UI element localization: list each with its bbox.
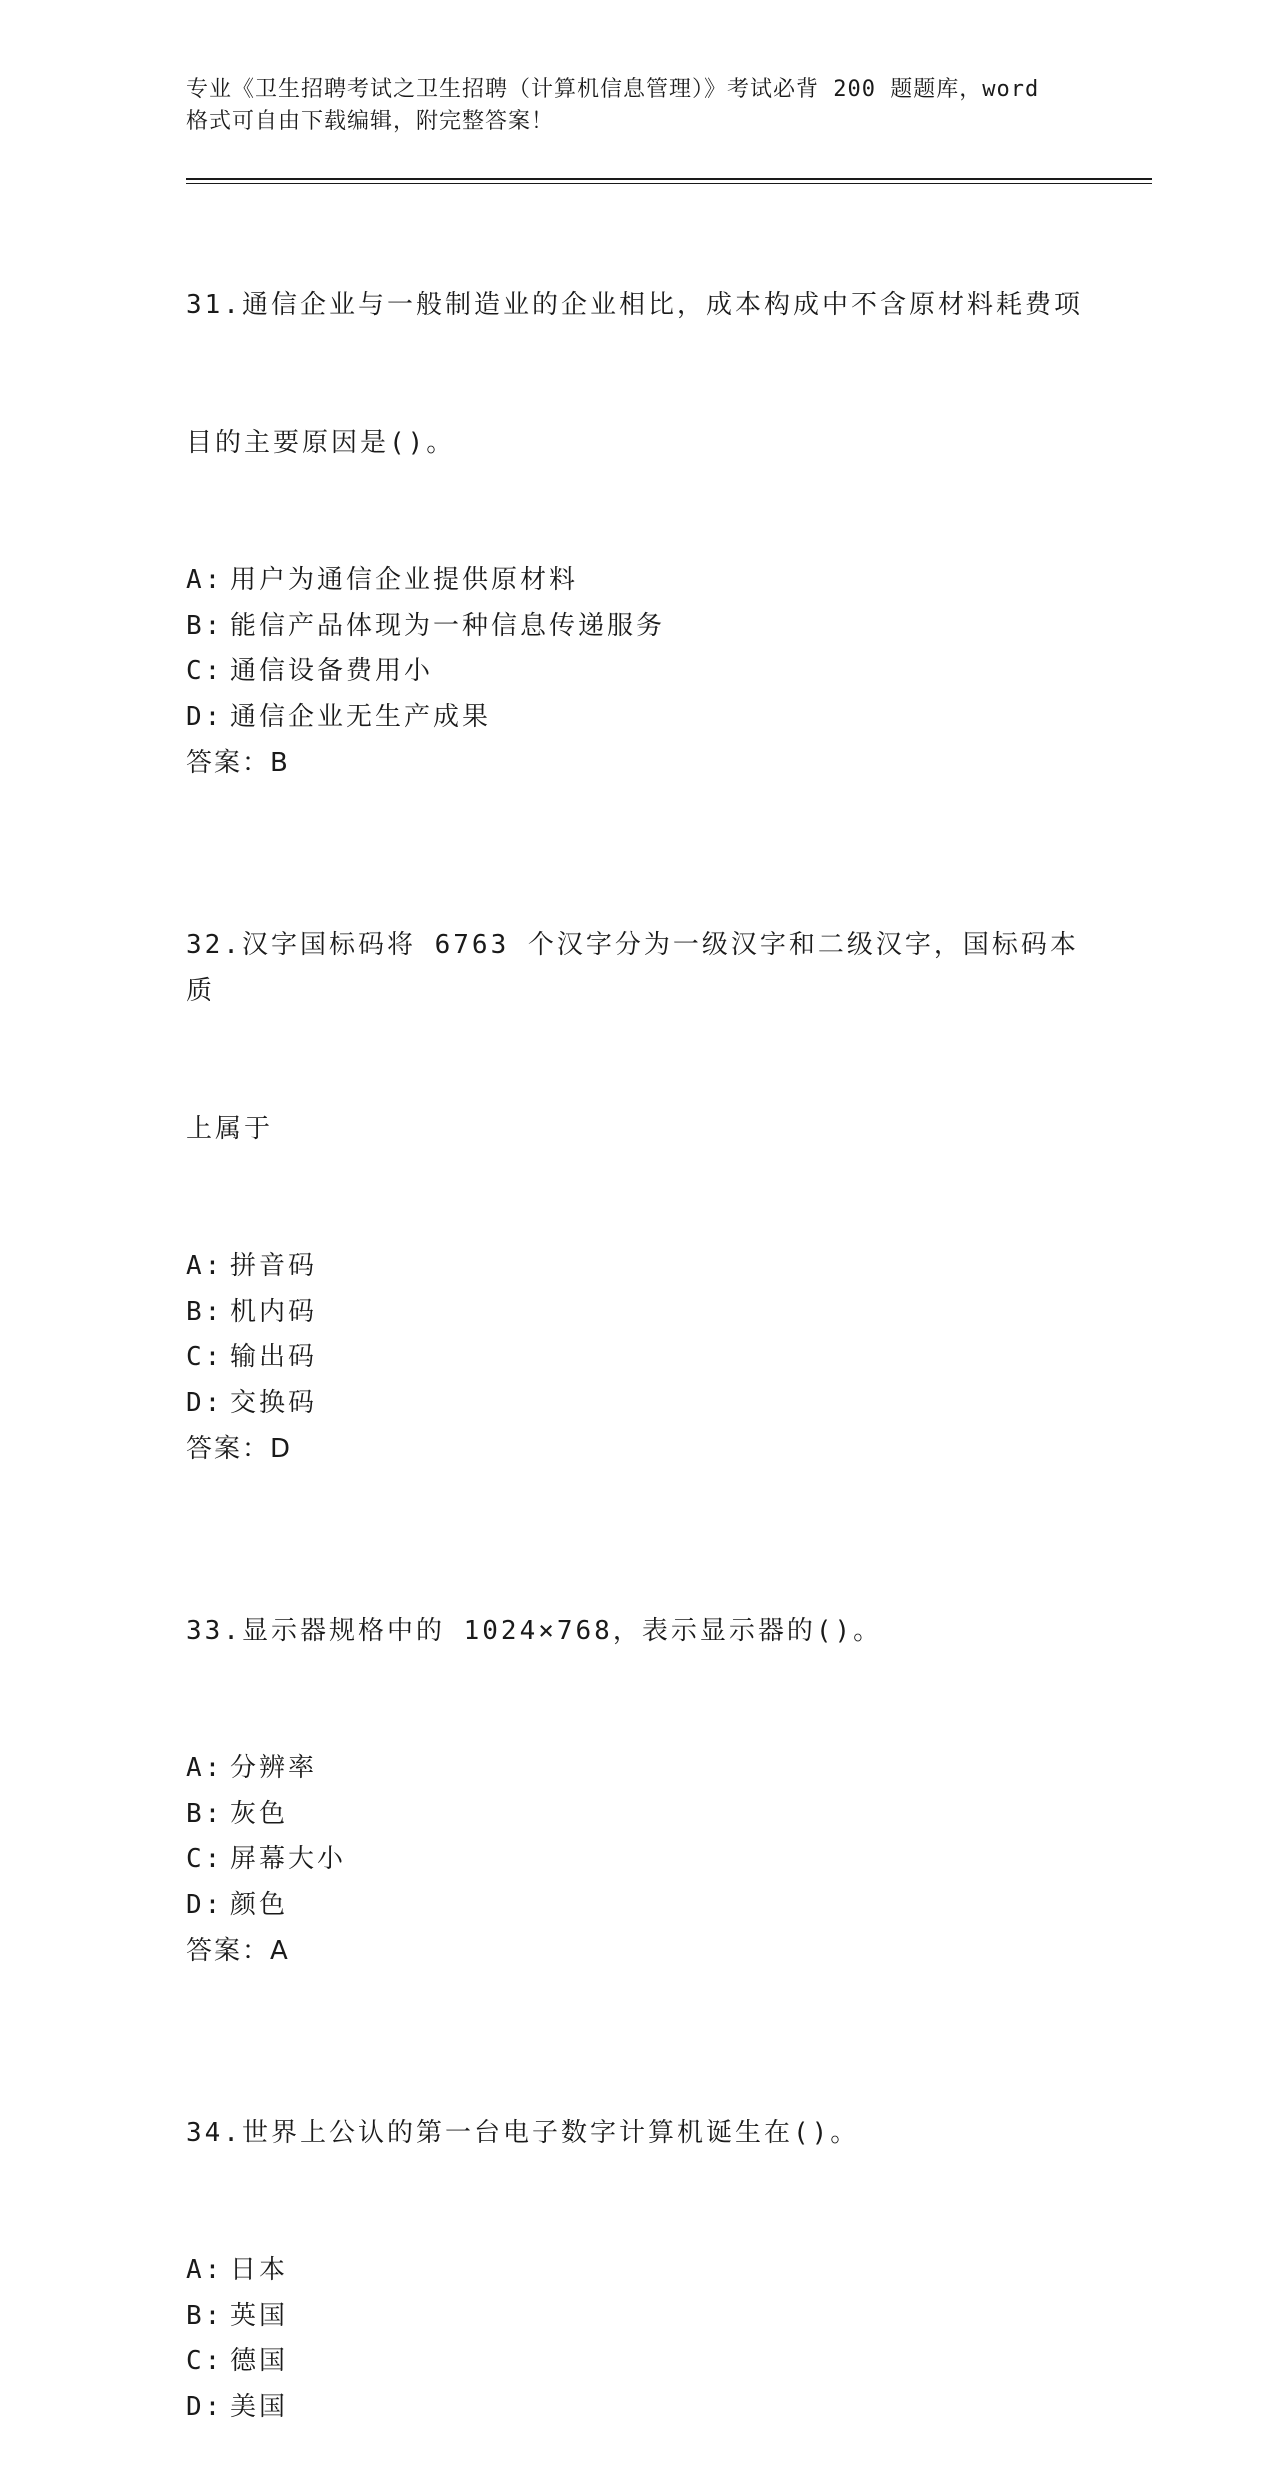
option-letter: B:: [186, 1798, 224, 1829]
stem-line: 33.显示器规格中的 1024×768，表示显示器的()。: [186, 1616, 883, 1646]
option-letter: A:: [186, 1251, 224, 1281]
option-text: 通信设备费用小: [230, 656, 434, 686]
option-c: [186, 1335, 1086, 1381]
option-a: [186, 1244, 1086, 1290]
option-text: 输出码: [230, 1342, 318, 1372]
header-divider-thick: [186, 178, 1152, 180]
stem-line: 32.汉字国标码将 6763 个汉字分为一级汉字和二级汉字，国标码本质: [186, 930, 1079, 1006]
option-text: 通信企业无生产成果: [230, 701, 492, 732]
stem-line: 目的主要原因是()。: [186, 428, 456, 458]
option-b: [186, 604, 1086, 650]
header-line-2: 格式可自由下载编辑，附完整答案！: [186, 109, 555, 134]
option-letter: B:: [186, 610, 224, 641]
question-stem: [186, 830, 1086, 1244]
option-letter: D:: [186, 1889, 224, 1920]
option-text: 灰色: [230, 1798, 289, 1829]
question-stem: [186, 2018, 1086, 2248]
option-text: 能信产品体现为一种信息传递服务: [230, 610, 666, 641]
stem-line: 上属于: [186, 1114, 274, 1144]
stem-line: 31.通信企业与一般制造业的企业相比，成本构成中不含原材料耗费项: [186, 290, 1083, 320]
option-b: [186, 2294, 1086, 2340]
option-text: 分辨率: [230, 1753, 318, 1783]
option-letter: A:: [186, 2255, 224, 2285]
question-31: [186, 190, 1086, 786]
question-list: [186, 190, 1086, 2474]
header-line-1: 专业《卫生招聘考试之卫生招聘（计算机信息管理）》考试必背 200 题题库，word: [186, 77, 1040, 102]
question-34: [186, 2018, 1086, 2430]
option-letter: A:: [186, 565, 224, 595]
option-d: [186, 1883, 1086, 1929]
option-text: 机内码: [230, 1296, 318, 1327]
option-b: [186, 1290, 1086, 1336]
option-c: [186, 2339, 1086, 2385]
option-letter: D:: [186, 701, 224, 732]
option-letter: B:: [186, 1296, 224, 1327]
option-a: [186, 558, 1086, 604]
option-text: 交换码: [230, 1387, 318, 1418]
option-text: 英国: [230, 2300, 289, 2331]
answer-line: 答案：B: [186, 748, 290, 778]
option-letter: D:: [186, 2391, 224, 2422]
option-text: 颜色: [230, 1889, 289, 1920]
option-c: [186, 649, 1086, 695]
option-text: 拼音码: [230, 1251, 318, 1281]
option-letter: C:: [186, 2346, 224, 2376]
question-stem: [186, 190, 1086, 558]
question-32: [186, 830, 1086, 1472]
question-33: [186, 1516, 1086, 1974]
option-letter: B:: [186, 2300, 224, 2331]
option-a: [186, 2248, 1086, 2294]
option-letter: D:: [186, 1387, 224, 1418]
option-text: 美国: [230, 2391, 289, 2422]
option-letter: C:: [186, 656, 224, 686]
answer-line: 答案：D: [186, 1434, 293, 1464]
option-letter: C:: [186, 1844, 224, 1874]
option-d: [186, 2385, 1086, 2431]
header-divider-thin: [186, 183, 1152, 184]
option-d: [186, 1381, 1086, 1427]
document-header: [186, 74, 1086, 138]
option-text: 屏幕大小: [230, 1844, 347, 1874]
stem-line: 34.世界上公认的第一台电子数字计算机诞生在()。: [186, 2118, 860, 2148]
option-text: 日本: [230, 2255, 289, 2285]
option-text: 用户为通信企业提供原材料: [230, 565, 579, 595]
option-text: 德国: [230, 2346, 289, 2376]
option-letter: A:: [186, 1753, 224, 1783]
option-b: [186, 1792, 1086, 1838]
option-letter: C:: [186, 1342, 224, 1372]
question-stem: [186, 1516, 1086, 1746]
option-a: [186, 1746, 1086, 1792]
option-c: [186, 1837, 1086, 1883]
option-d: [186, 695, 1086, 741]
answer-line: 答案：A: [186, 1936, 290, 1966]
